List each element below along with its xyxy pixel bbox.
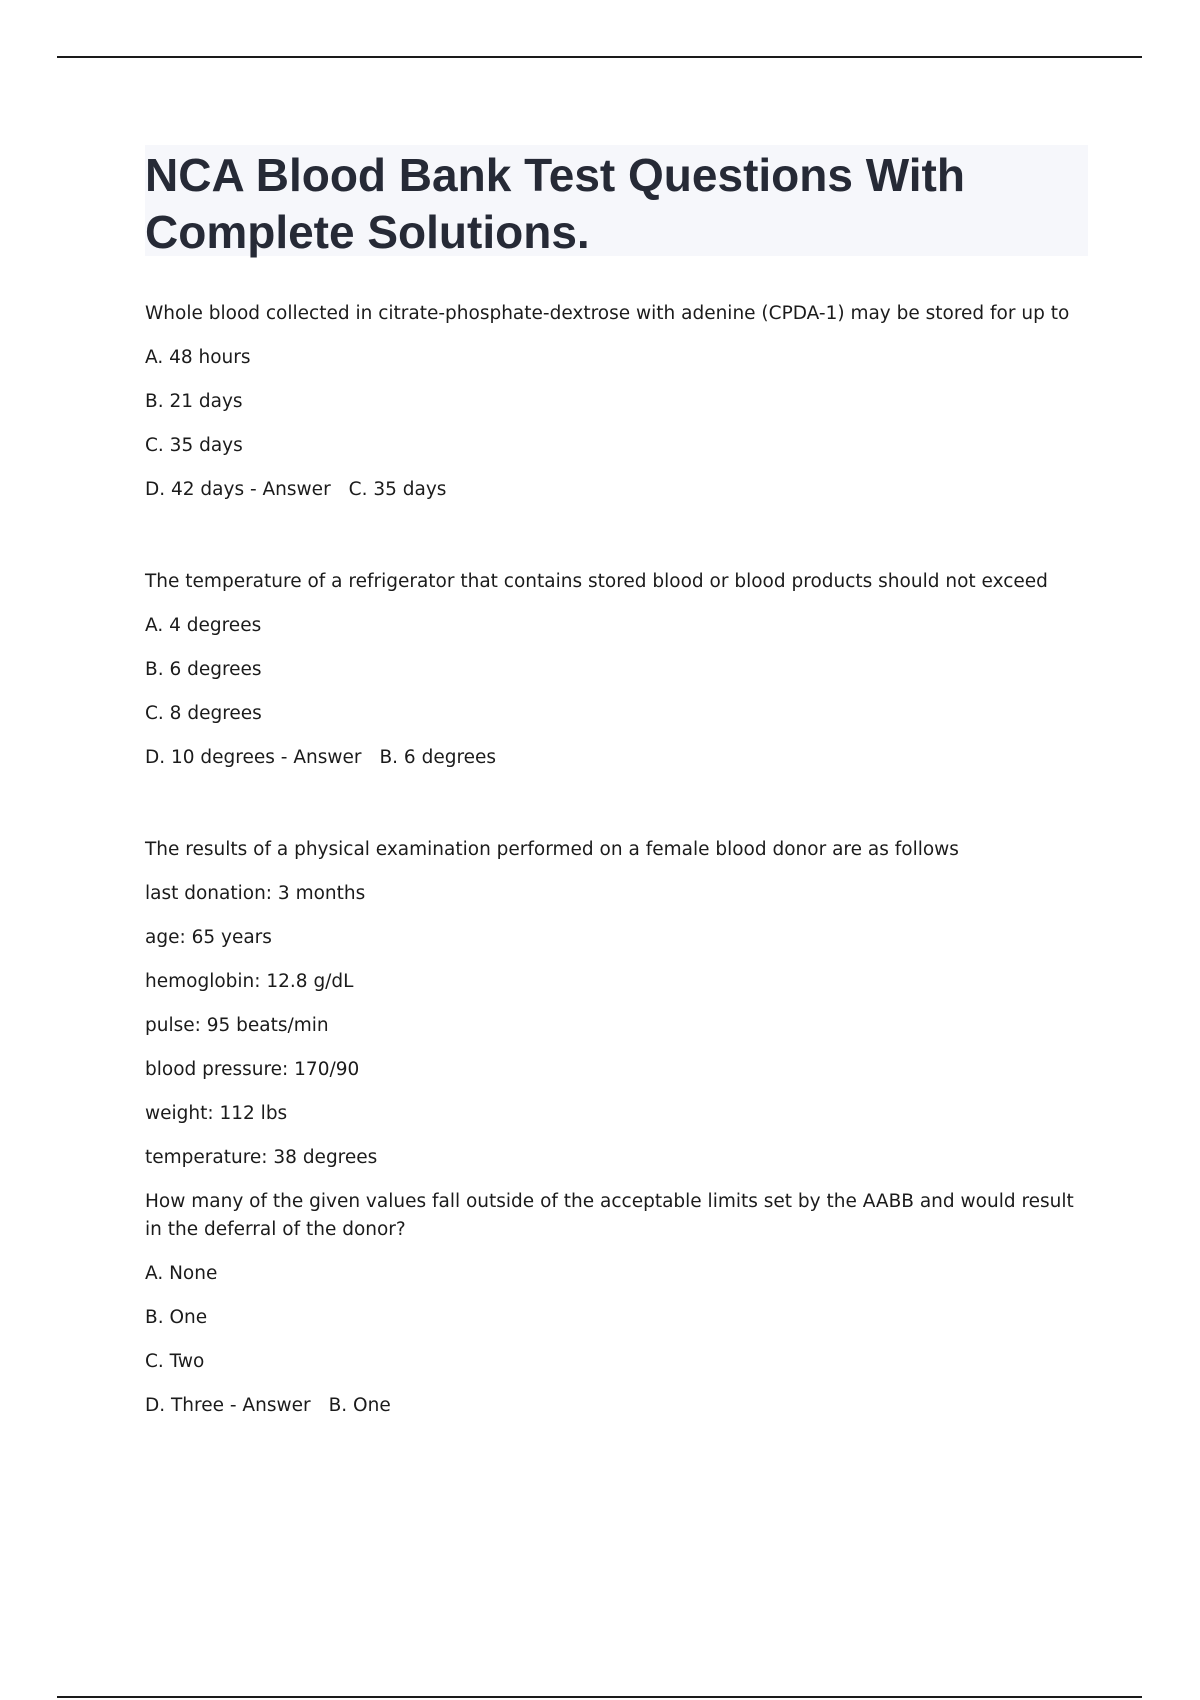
document-title: [145, 147, 1088, 261]
top-rule: [57, 56, 1142, 58]
question-2: [145, 568, 1085, 772]
donor-detail-age: age: 65 years: [145, 927, 272, 948]
question-3-prompt: How many of the given values fall outside of the acceptable limits set by the AABB and would result in the deferral of the donor?: [145, 1191, 1074, 1240]
question-3-option-d: [145, 1392, 1085, 1420]
question-1-stem: Whole blood collected in citrate-phosphate-dextrose with adenine (CPDA-1) may be stored for up to: [145, 303, 1070, 324]
question-1-option-d-text: D. 42 days - Answer: [145, 479, 331, 500]
question-1-option-c: C. 35 days: [145, 435, 243, 456]
question-2-option-d: [145, 744, 1085, 772]
document-title-line-2: Complete Solutions.: [145, 206, 590, 258]
question-1-option-d: [145, 476, 1085, 504]
donor-detail-blood-pressure: blood pressure: 170/90: [145, 1059, 360, 1080]
question-1: [145, 300, 1085, 504]
donor-detail-hemoglobin: hemoglobin: 12.8 g/dL: [145, 971, 354, 992]
donor-detail-last-donation: last donation: 3 months: [145, 883, 366, 904]
question-3-answer: B. One: [328, 1395, 391, 1416]
question-1-option-a: A. 48 hours: [145, 347, 251, 368]
question-3-option-a: A. None: [145, 1263, 218, 1284]
question-3-option-c: C. Two: [145, 1351, 205, 1372]
question-3-stem: The results of a physical examination performed on a female blood donor are as follows: [145, 839, 959, 860]
donor-detail-temperature: temperature: 38 degrees: [145, 1147, 378, 1168]
question-2-option-a: A. 4 degrees: [145, 615, 262, 636]
document-body: [145, 300, 1085, 1420]
question-3-option-b: B. One: [145, 1307, 208, 1328]
bottom-rule: [57, 1696, 1142, 1698]
donor-detail-pulse: pulse: 95 beats/min: [145, 1015, 329, 1036]
question-2-option-c: C. 8 degrees: [145, 703, 262, 724]
question-2-stem: The temperature of a refrigerator that contains stored blood or blood products should not exceed: [145, 571, 1048, 592]
question-2-option-b: B. 6 degrees: [145, 659, 262, 680]
question-3-option-d-text: D. Three - Answer: [145, 1395, 311, 1416]
question-2-answer: B. 6 degrees: [379, 747, 497, 768]
document-title-line-1: NCA Blood Bank Test Questions With: [145, 149, 965, 201]
title-block: [145, 145, 1088, 256]
donor-detail-weight: weight: 112 lbs: [145, 1103, 288, 1124]
question-1-answer: C. 35 days: [348, 479, 447, 500]
question-2-option-d-text: D. 10 degrees - Answer: [145, 747, 362, 768]
question-3: [145, 836, 1085, 1420]
question-1-option-b: B. 21 days: [145, 391, 243, 412]
